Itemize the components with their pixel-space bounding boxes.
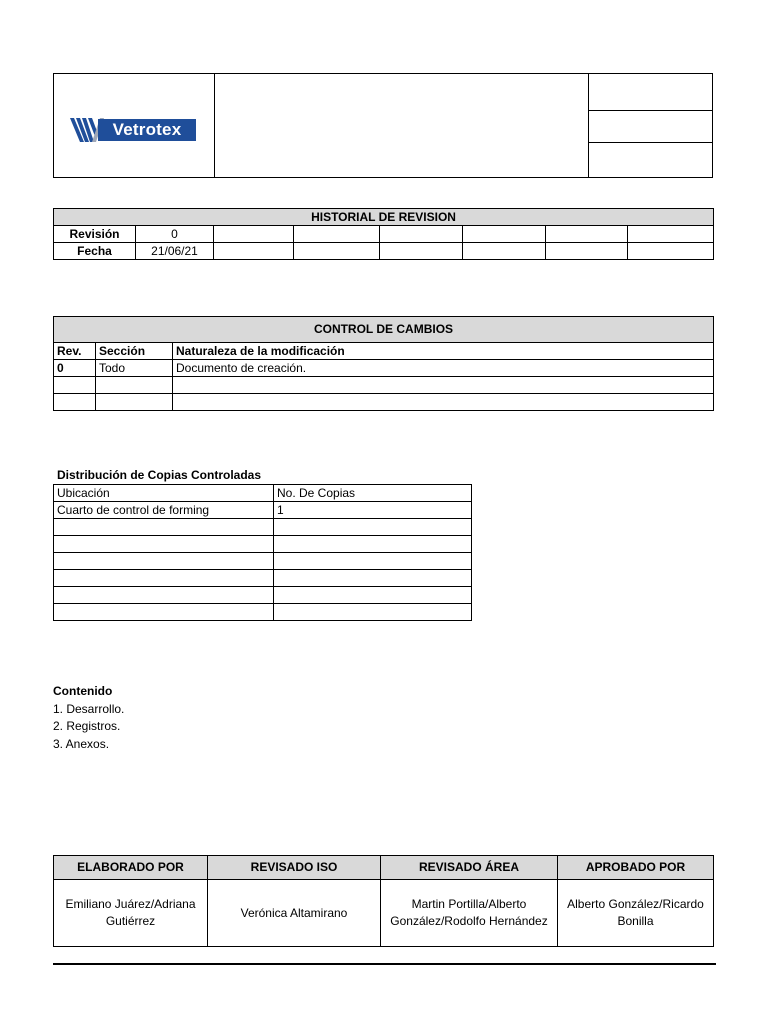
historial-revision-table bbox=[53, 208, 714, 260]
dist-col-copias: No. De Copias bbox=[274, 485, 472, 502]
cambios-cell bbox=[54, 394, 96, 411]
distribucion-table bbox=[53, 484, 472, 621]
dist-cell bbox=[274, 536, 472, 553]
revisado-iso-header: REVISADO ISO bbox=[208, 856, 381, 880]
table-row bbox=[54, 519, 472, 536]
footer-divider bbox=[53, 963, 716, 965]
fecha-cell-empty bbox=[546, 243, 628, 260]
cambios-cell bbox=[54, 377, 96, 394]
cambios-cell bbox=[173, 394, 714, 411]
revision-cell-empty bbox=[628, 226, 714, 243]
revision-value: 0 bbox=[136, 226, 214, 243]
dist-cell bbox=[274, 587, 472, 604]
contenido-item: 2. Registros. bbox=[53, 719, 121, 733]
dist-cell bbox=[274, 570, 472, 587]
contenido-title: Contenido bbox=[53, 684, 113, 698]
table-row bbox=[54, 394, 714, 411]
cambios-cell bbox=[96, 394, 173, 411]
distribucion-title: Distribución de Copias Controladas bbox=[57, 468, 262, 482]
dist-cell bbox=[274, 519, 472, 536]
revision-cell-empty bbox=[380, 226, 463, 243]
revisado-area-value: Martin Portilla/Alberto González/Rodolfo Hernández bbox=[381, 880, 558, 947]
table-row bbox=[54, 587, 472, 604]
elaborado-value: Emiliano Juárez/Adriana Gutiérrez bbox=[54, 880, 208, 947]
fecha-label: Fecha bbox=[54, 243, 136, 260]
cambios-cell: Todo bbox=[96, 360, 173, 377]
contenido-section bbox=[53, 683, 124, 753]
firmas-table bbox=[53, 855, 714, 947]
fecha-cell-empty bbox=[380, 243, 463, 260]
cambios-cell: Documento de creación. bbox=[173, 360, 714, 377]
cambios-title: CONTROL DE CAMBIOS bbox=[54, 317, 714, 343]
logo-cell bbox=[54, 74, 215, 177]
table-row bbox=[54, 536, 472, 553]
cambios-col-seccion: Sección bbox=[96, 343, 173, 360]
dist-col-ubicacion: Ubicación bbox=[54, 485, 274, 502]
meta-cell-3 bbox=[589, 143, 712, 177]
contenido-item: 3. Anexos. bbox=[53, 736, 110, 751]
revisado-area-header: REVISADO ÁREA bbox=[381, 856, 558, 880]
table-row bbox=[54, 570, 472, 587]
elaborado-header: ELABORADO POR bbox=[54, 856, 208, 880]
dist-cell bbox=[274, 604, 472, 621]
cambios-cell bbox=[173, 377, 714, 394]
revision-label: Revisión bbox=[54, 226, 136, 243]
document-meta-cells bbox=[589, 74, 712, 177]
revisado-iso-value: Verónica Altamirano bbox=[208, 880, 381, 947]
contenido-item: 1. Desarrollo. bbox=[53, 701, 125, 716]
dist-cell bbox=[54, 553, 274, 570]
cambios-cell bbox=[96, 377, 173, 394]
table-row bbox=[54, 604, 472, 621]
control-cambios-table bbox=[53, 316, 714, 411]
cambios-col-rev: Rev. bbox=[54, 343, 96, 360]
fecha-cell-empty bbox=[628, 243, 714, 260]
revision-cell-empty bbox=[546, 226, 628, 243]
revision-cell-empty bbox=[214, 226, 294, 243]
logo-wordmark: Vetrotex bbox=[98, 119, 196, 141]
table-row bbox=[54, 360, 714, 377]
meta-cell-2 bbox=[589, 111, 712, 143]
table-row bbox=[54, 377, 714, 394]
fecha-value: 21/06/21 bbox=[136, 243, 214, 260]
meta-cell-1 bbox=[589, 74, 712, 111]
revision-cell-empty bbox=[294, 226, 380, 243]
dist-cell bbox=[54, 519, 274, 536]
dist-cell bbox=[54, 570, 274, 587]
dist-cell bbox=[274, 553, 472, 570]
dist-cell bbox=[54, 604, 274, 621]
cambios-cell: 0 bbox=[54, 360, 96, 377]
fecha-cell-empty bbox=[463, 243, 546, 260]
document-header bbox=[53, 73, 713, 178]
table-row bbox=[54, 553, 472, 570]
dist-cell: Cuarto de control de forming bbox=[54, 502, 274, 519]
historial-title: HISTORIAL DE REVISION bbox=[54, 209, 714, 226]
dist-cell bbox=[54, 587, 274, 604]
cambios-col-naturaleza: Naturaleza de la modificación bbox=[173, 343, 714, 360]
document-title-cell bbox=[214, 74, 589, 177]
revision-cell-empty bbox=[463, 226, 546, 243]
fecha-cell-empty bbox=[294, 243, 380, 260]
dist-cell bbox=[54, 536, 274, 553]
aprobado-header: APROBADO POR bbox=[558, 856, 714, 880]
fecha-cell-empty bbox=[214, 243, 294, 260]
aprobado-value: Alberto González/Ricardo Bonilla bbox=[558, 880, 714, 947]
dist-cell: 1 bbox=[274, 502, 472, 519]
table-row bbox=[54, 502, 472, 519]
